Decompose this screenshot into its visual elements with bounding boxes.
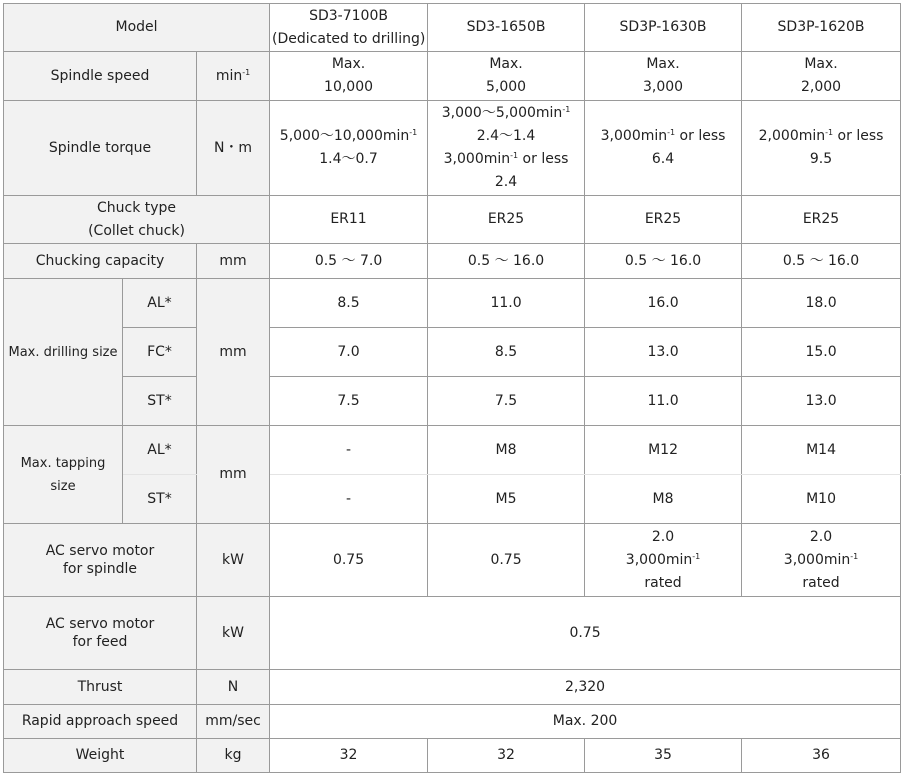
value-cell: 13.0 (742, 377, 901, 426)
spindle-torque-row (4, 101, 901, 196)
model-cell (270, 4, 428, 52)
value-cell: 8.5 (270, 279, 428, 328)
value-cell: 32 (428, 739, 585, 773)
model-cell: SD3-1650B (428, 4, 585, 52)
model-cell: SD3P-1630B (585, 4, 742, 52)
value-line: 9.5 (809, 151, 833, 167)
material-cell: ST* (123, 475, 197, 524)
servo-spindle-row (4, 524, 901, 597)
value-cell: M5 (428, 475, 585, 524)
row-label: Spindle torque (4, 101, 197, 196)
chucking-capacity-row (4, 244, 901, 279)
value-cell (270, 101, 428, 196)
value-cell: 0.75 (270, 597, 901, 670)
row-label: Rapid approach speed (4, 705, 197, 739)
value-cell: 0.5 〜 7.0 (270, 244, 428, 279)
value-cell: 0.5 〜 16.0 (742, 244, 901, 279)
material-cell: ST* (123, 377, 197, 426)
row-label: Weight (4, 739, 197, 773)
unit-cell: kW (197, 597, 270, 670)
rapid-row (4, 705, 901, 739)
row-label: Spindle speed (4, 52, 197, 101)
unit-cell: mm/sec (197, 705, 270, 739)
value-cell (585, 101, 742, 196)
value-line: 5,000 (485, 79, 527, 95)
servo-feed-row (4, 597, 901, 670)
unit-cell: mm (197, 426, 270, 524)
value-cell: M14 (742, 426, 901, 475)
value-line: 2.4 (494, 174, 518, 190)
value-cell: 0.5 〜 16.0 (585, 244, 742, 279)
value-cell: ER25 (585, 196, 742, 244)
value-line: Max. (646, 56, 680, 72)
value-line: $2,000\min^{-1}$ or less (758, 128, 884, 144)
value-line: Max. (804, 56, 838, 72)
spindle-speed-row (4, 52, 901, 101)
value-cell: Max. 200 (270, 705, 901, 739)
model-name: SD3-7100B (309, 7, 388, 24)
unit-cell: mm (197, 279, 270, 426)
value-line: $3,000\min^{-1}$ or less (600, 128, 726, 144)
value-cell: 16.0 (585, 279, 742, 328)
value-line: Max. (331, 56, 366, 72)
tapping-row (4, 475, 901, 524)
value-cell (428, 101, 585, 196)
drilling-row (4, 377, 901, 426)
value-cell: ER25 (742, 196, 901, 244)
value-cell: M8 (428, 426, 585, 475)
value-cell: - (270, 426, 428, 475)
row-label: Chucking capacity (4, 244, 197, 279)
tapping-row (4, 426, 901, 475)
value-cell: 0.5 〜 16.0 (428, 244, 585, 279)
value-cell: 7.5 (270, 377, 428, 426)
row-label: AC servo motor for feed (4, 597, 197, 670)
value-cell: 2.0 $3,000\min^{-1}$ rated (742, 524, 901, 597)
value-cell: M12 (585, 426, 742, 475)
model-header-cell: Model (4, 4, 270, 52)
drilling-row (4, 279, 901, 328)
value-cell: M10 (742, 475, 901, 524)
value-cell: 0.75 (428, 524, 585, 597)
value-cell: 7.5 (428, 377, 585, 426)
row-label: AC servo motor for spindle (4, 524, 197, 597)
value-line: Max. (489, 56, 523, 72)
value-line: $3,000\min^{-1}$ or less (443, 151, 569, 167)
value-cell: 11.0 (585, 377, 742, 426)
thrust-row (4, 670, 901, 705)
unit-sup: -1 (242, 67, 251, 77)
unit-base: min (215, 67, 243, 84)
value-cell (742, 101, 901, 196)
value-cell: - (270, 475, 428, 524)
unit-cell: N・m (197, 101, 270, 196)
value-cell: ER11 (270, 196, 428, 244)
unit-cell: mm (197, 244, 270, 279)
value-cell: 11.0 (428, 279, 585, 328)
value-line: 5,000〜$10,000\min^{-1}$ (279, 128, 418, 144)
unit-cell (197, 52, 270, 101)
value-cell: 32 (270, 739, 428, 773)
value-cell (742, 52, 901, 101)
value-line: 2.4〜1.4 (476, 128, 536, 144)
model-cell: SD3P-1620B (742, 4, 901, 52)
row-label: Thrust (4, 670, 197, 705)
value-cell: 36 (742, 739, 901, 773)
material-cell: AL* (123, 426, 197, 475)
value-cell: 7.0 (270, 328, 428, 377)
spec-table (3, 3, 901, 773)
chuck-type-row (4, 196, 901, 244)
material-cell: AL* (123, 279, 197, 328)
drilling-row (4, 328, 901, 377)
row-label: Max. drilling size (4, 279, 123, 426)
header-row (4, 4, 901, 52)
row-label: Chuck type (Collet chuck) (4, 196, 270, 244)
value-line: 1.4〜0.7 (319, 151, 378, 167)
value-cell: 35 (585, 739, 742, 773)
value-line: 3,000 (642, 79, 684, 95)
value-cell: 2.0 $3,000\min^{-1}$ rated (585, 524, 742, 597)
unit-cell: kg (197, 739, 270, 773)
value-line: 10,000 (324, 79, 374, 95)
value-cell: 13.0 (585, 328, 742, 377)
value-line: 2,000 (800, 79, 842, 95)
value-line: 3,000〜$5,000\min^{-1}$ (441, 105, 571, 121)
value-cell: M8 (585, 475, 742, 524)
value-cell: 8.5 (428, 328, 585, 377)
value-cell: 15.0 (742, 328, 901, 377)
value-cell (270, 52, 428, 101)
value-cell: ER25 (428, 196, 585, 244)
value-cell (585, 52, 742, 101)
unit-cell: N (197, 670, 270, 705)
value-line: 6.4 (651, 151, 675, 167)
value-cell: 18.0 (742, 279, 901, 328)
weight-row (4, 739, 901, 773)
model-note: (Dedicated to drilling) (272, 30, 426, 47)
unit-cell: kW (197, 524, 270, 597)
material-cell: FC* (123, 328, 197, 377)
row-label: Max. tapping size (4, 426, 123, 524)
value-cell (428, 52, 585, 101)
value-cell: 2,320 (270, 670, 901, 705)
value-cell: 0.75 (270, 524, 428, 597)
